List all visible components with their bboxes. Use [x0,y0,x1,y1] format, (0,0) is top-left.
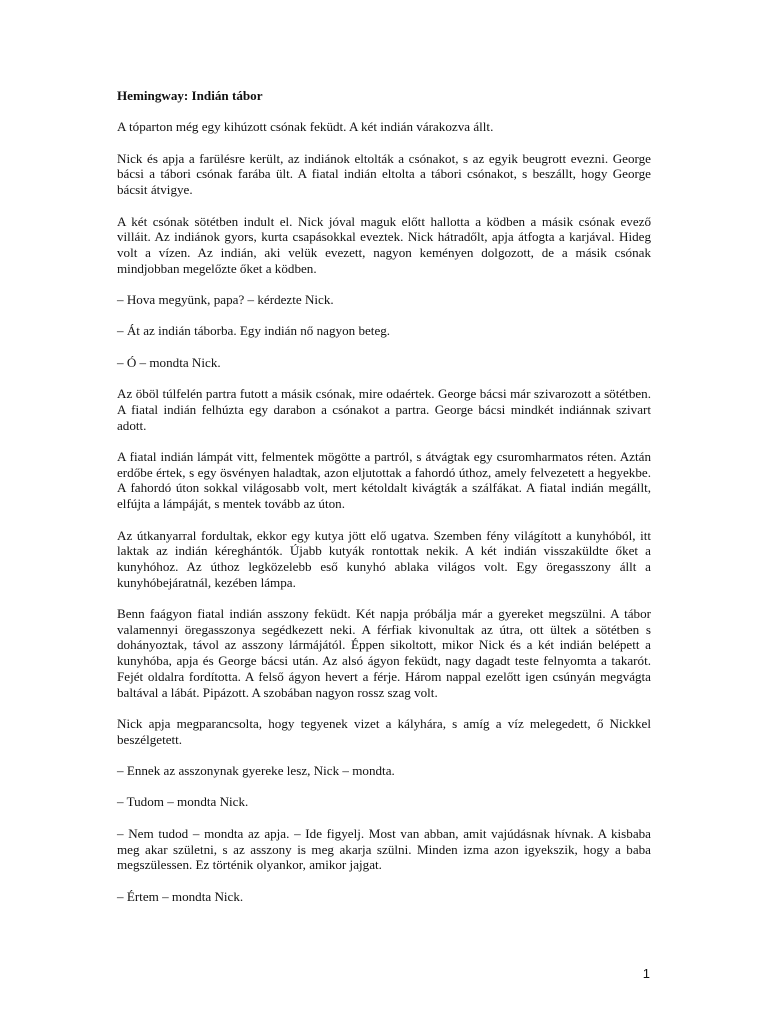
dialogue-line: – Át az indián táborba. Egy indián nő nagyon beteg. [117,323,391,339]
dialogue-line: – Ennek az asszonynak gyereke lesz, Nick – mondta. [117,763,395,779]
paragraph: Nick és apja a farülésre került, az indiánok eltolták a csónakot, s az egyik beugrott evezni. George bácsi a tábori csónak farába ült. A fiatal indián eltolta a tábori csónakot, s beszállt, hogy George bácsit átvigye. [117,150,651,198]
dialogue-line: – Értem – mondta Nick. [117,888,244,904]
dialogue-line: – Ó – mondta Nick. [117,354,221,370]
paragraph: A fiatal indián lámpát vitt, felmentek mögötte a partról, s átvágtak egy csuromharmatos réten. Aztán erdőbe értek, s egy ösvényen haladtak, azon eljutottak a fahordó úthoz, amely felvezetett a hegyekbe. A fahordó úton sokkal világosabb volt, mert kétoldalt kivágták a szálfákat. A fiatal indián megállt, elfújta a lámpáját, s mentek tovább az úton. [117,449,651,512]
dialogue-line: – Hova megyünk, papa? – kérdezte Nick. [117,292,334,308]
paragraph: Benn faágyon fiatal indián asszony feküdt. Két napja próbálja már a gyereket megszülni. A tábor valamennyi öregasszonya segédkezett neki. A férfiak kivonultak az útra, ott ültek a sötétben s dohányoztak, távol az asszony lármájától. Éppen sikoltott, mikor Nick és a két indián belépett a kunyhóba, apja és George bácsi után. Az alsó ágyon feküdt, nagy dagadt teste felnyomta a takarót. Fejét oldalra fordította. A felső ágyon hevert a férje. Három nappal ezelőtt igen csúnyán megvágta baltával a lábát. Pipázott. A szobában nagyon rossz szag volt. [117,606,651,700]
document-title: Hemingway: Indián tábor [117,88,263,103]
dialogue-line: – Tudom – mondta Nick. [117,794,249,810]
paragraph: A tóparton még egy kihúzott csónak feküdt. A két indián várakozva állt. [117,119,494,135]
paragraph: A két csónak sötétben indult el. Nick jóval maguk előtt hallotta a ködben a másik csónak evező villáit. Az indiánok gyors, kurta csapásokkal eveztek. Nick hátradőlt, apja átfogta a karjával. Hideg volt a vízen. Az indián, aki velük evezett, nagyon keményen dolgozott, de a másik csónak mindjobban megelőzte őket a ködben. [117,213,651,276]
paragraph: Nick apja megparancsolta, hogy tegyenek vizet a kályhára, s amíg a víz melegedett, ő Nickkel beszélgetett. [117,715,651,747]
dialogue-line: – Nem tudod – mondta az apja. – Ide figyelj. Most van abban, amit vajúdásnak hívnak. A kisbaba meg akar születni, s az asszony is meg akarja szülni. Minden izma azon igyekszik, hogy a baba megszülessen. Ez történik olyankor, amikor jajgat. [117,825,651,873]
document-body [117,88,651,920]
paragraph: Az öböl túlfelén partra futott a másik csónak, mire odaértek. George bácsi már szivarozott a sötétben. A fiatal indián felhúzta egy darabon a csónakot a partra. George bácsi mindkét indiánnak szivart adott. [117,386,651,433]
page-number: 1 [642,966,650,981]
paragraph: Az útkanyarral fordultak, ekkor egy kutya jött elő ugatva. Szemben fény világított a kunyhóból, itt laktak az indián kéreghántók. Újabb kutyák rontottak nekik. A két indián visszaküldte őket a kunyhóhoz. Az úthoz legközelebb eső kunyhó ablaka világos volt. Egy öregasszony állt a kunyhóbejáratnál, kezében lámpa. [117,527,651,590]
